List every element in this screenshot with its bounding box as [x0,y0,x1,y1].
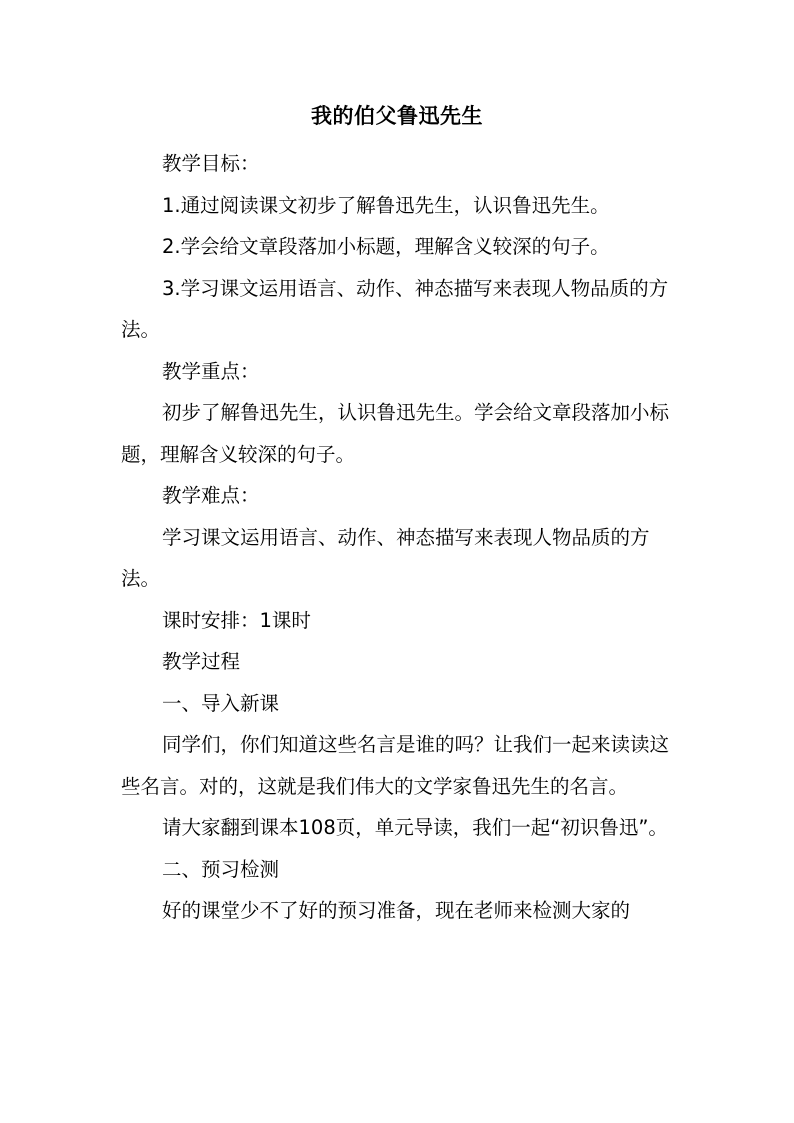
section-heading-key-points: 教学重点： [162,359,260,383]
objective-item-1: 1.通过阅读课文初步了解鲁迅先生，认识鲁迅先生。 [162,193,610,217]
document-title: 我的伯父鲁迅先生 [311,104,483,128]
intro-paragraph: 同学们，你们知道这些名言是谁的吗？让我们一起来读读这些名言。对的，这就是我们伟大的文学家鲁迅先生的名言。 [121,733,670,798]
schedule-text: 课时安排：1课时 [162,608,311,632]
document-body [121,143,673,932]
section-heading-difficulties: 教学难点： [162,484,260,507]
objective-item-2: 2.学会给文章段落加小标题，理解含义较深的句子。 [162,235,610,258]
difficulties-text: 学习课文运用语言、动作、神态描写来表现人物品质的方法。 [121,525,650,590]
preview-check-paragraph: 好的课堂少不了好的预习准备，现在老师来检测大家的 [162,899,631,922]
section-heading-process: 教学过程 [162,650,241,673]
key-points-text: 初步了解鲁迅先生，认识鲁迅先生。学会给文章段落加小标题，理解含义较深的句子。 [121,401,670,466]
textbook-paragraph: 请大家翻到课本108页，单元导读，我们一起“初识鲁迅”。 [162,816,668,839]
objective-item-3: 3.学习课文运用语言、动作、神态描写来表现人物品质的方法。 [121,276,669,341]
step-heading-preview-check: 二、预习检测 [162,857,280,881]
section-heading-objectives: 教学目标： [162,152,260,175]
step-heading-intro: 一、导入新课 [162,691,280,715]
